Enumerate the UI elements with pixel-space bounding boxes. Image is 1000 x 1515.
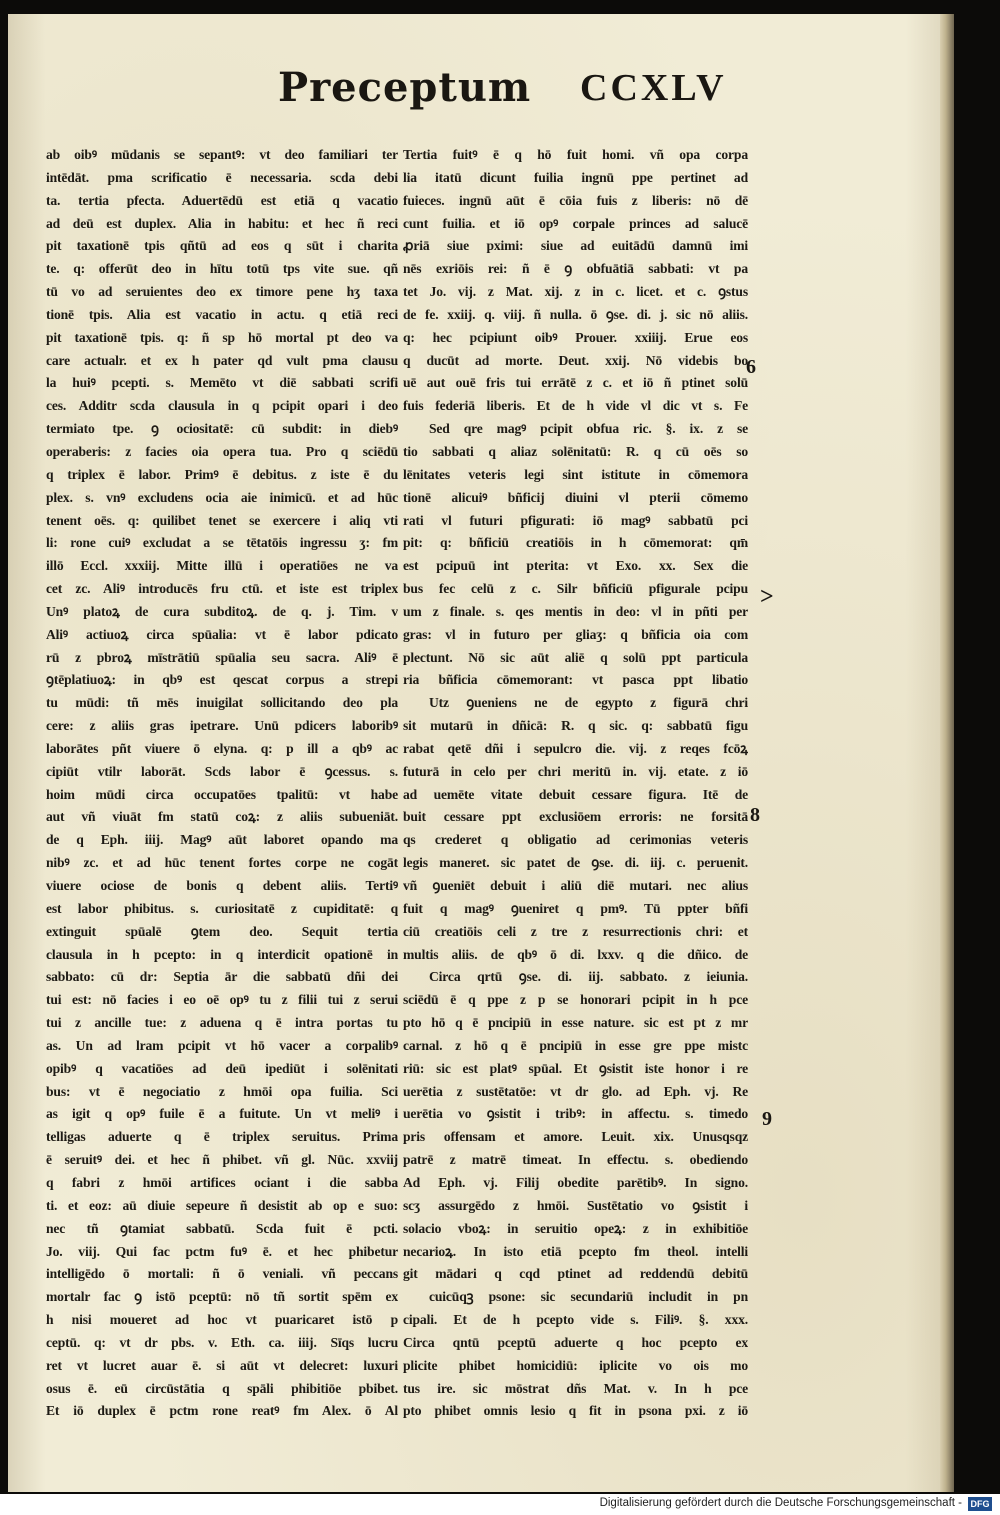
text-line: Jo. viij. Qui fac pctm fuꝰ ē. et hec phibetur — [46, 1243, 398, 1259]
text-line: tet Jo. vij. z Mat. xij. z in c. licet. et c. ꝯstus — [403, 284, 748, 300]
right-text-column — [403, 144, 748, 1423]
text-line: cet zc. Aliꝰ introducēs fru ctū. et iste est triplex — [46, 581, 398, 597]
running-title: Preceptum — [278, 64, 532, 111]
text-line: pto hō q ē pncipiū in esse nature. sic est pt z mr — [403, 1015, 748, 1031]
text-line: carnal. z hō q ē pncipiū in esse gre ppe mistc — [403, 1037, 748, 1053]
text-line: plicite phibet homicidiū: iplicite vo ois mo — [403, 1357, 748, 1373]
text-line: bus: vt ē negociatio z hmōi opa fuilia. Sci — [46, 1083, 398, 1099]
text-line: ria bñficia cōmemorant: vt pasca ppt libatio — [403, 672, 748, 688]
text-line: la huiꝰ pcepti. s. Memēto vt diē sabbati scrifi — [46, 375, 398, 391]
text-line: tenent oēs. q: quilibet tenet se exercere i aliq vti — [46, 512, 398, 528]
text-line: ceptū. q: vt dr pbs. v. Eth. ca. iiij. Sīqs lucru — [46, 1334, 398, 1350]
text-line: ad deū est duplex. Alia in habitu: et hec ñ reci — [46, 215, 398, 231]
text-line: tu mūdi: tñ mēs inuigilat sollicitando deo pla — [46, 695, 398, 711]
text-line: tui est: nō facies i eo oē opꝰ tu z filii tui z serui — [46, 992, 398, 1008]
funding-credit: Digitalisierung gefördert durch die Deutsche Forschungsgemeinschaft - — [599, 1497, 962, 1509]
text-line: opibꝰ q vacatiōes ad deū ipediūt i solēnitati — [46, 1060, 398, 1076]
text-line: Et iō duplex ē pctm rone reatꝰ fm Alex. ō Al — [46, 1403, 398, 1419]
text-line: tui z ancille tue: z aduena q ē intra portas tu — [46, 1015, 398, 1031]
text-line: pto phibet omnis lesio q fit in psona pxi. z iō — [403, 1403, 748, 1419]
text-line: cipiūt vtilr laborāt. Scds labor ē ꝯcessus. s. — [46, 763, 398, 779]
text-line: pris offensam et amore. Leuit. xix. Unusqsqz — [403, 1129, 748, 1145]
text-line: mortalr fac ꝯ istō pceptū: nō tñ sortit spēm ex — [46, 1289, 398, 1305]
text-line: q: hec pcipiunt oibꝰ Prouer. xxiiij. Erue eos — [403, 329, 748, 345]
text-line: termiato tpe. ꝯ ociositatē: cū subdit: in diebꝰ — [46, 421, 398, 437]
margin-pointer-mark: > — [760, 584, 774, 610]
text-line: Utz ꝯueniens ne de egypto z figurā chri — [429, 695, 748, 711]
text-line: Aliꝰ actiuoꝝ circa spūalia: vt ē labor pdicato — [46, 626, 398, 642]
text-line: fuieces. ingnū aūt ē cōia fuis z liberis: nō dē — [403, 192, 748, 208]
text-line: care actualr. et ex h pater qd vult pma clausu — [46, 352, 398, 368]
text-line: nibꝰ zc. et ad hūc tenent fortes corpe ne cogāt — [46, 855, 398, 871]
text-line: tio sabbati q aliaz solēnitatū: R. q cū oēs so — [403, 443, 748, 459]
text-line: rabat qetē dñi i sepulcro die. vij. z reqes fcōꝝ — [403, 740, 748, 756]
text-line: riū: sic est platꝰ spūal. Et ꝯsistit iste honor i re — [403, 1060, 748, 1076]
dfg-logo: DFG — [968, 1497, 992, 1511]
text-line: intelligēdo ō mortali: ñ ō veniali. vñ peccans — [46, 1266, 398, 1282]
text-line: q fabri z hmōi artifices ociant i die sabba — [46, 1174, 398, 1190]
text-line: cunt fuilia. et iō opꝰ corpale princes ad salucē — [403, 215, 748, 231]
text-line: pit: q: bñficiū creatiōis in h cōmemorat: qm̄ — [403, 535, 748, 551]
text-line: li: rone cuiꝰ excludat a se tētatōis ingressu ʒ: fm — [46, 535, 398, 551]
text-line: nec tñ ꝯtamiat sabbatū. Scda fuit ē pcti. — [46, 1220, 398, 1236]
text-line: sciēdū ē q ppe z p se honorari pcipit in h pce — [403, 992, 748, 1008]
text-line: ta. tertia pfecta. Aduertēdū est etiā q vacatio — [46, 192, 398, 208]
text-line: est labor phibitus. s. curiositatē z cupiditatē: q — [46, 900, 398, 916]
text-line: nēs exriōis rei: ñ ē ꝯ obfuātiā sabbati: vt pa — [403, 261, 748, 277]
text-line: intēdāt. pma scrificatio ē necessaria. scda debi — [46, 169, 398, 185]
text-line: git mādari q cqd ptinet ad reddendū debitū — [403, 1266, 748, 1282]
text-line: Circa qrtū ꝯse. di. iij. sabbato. z ieiunia. — [429, 969, 748, 985]
text-line: Unꝰ platoꝝ de cura subditoꝝ. de q. j. Tim. v — [46, 603, 398, 619]
text-line: scʒ assurgēdo z hmōi. Sustētatio vo ꝯsistit i — [403, 1197, 748, 1213]
text-line: plectunt. Nō sic aūt aliē q solū ppt particula — [403, 649, 748, 665]
text-line: hoim mūdi circa occupatōes tpalitū: vt habe — [46, 786, 398, 802]
text-line: ē seruitꝰ dei. et hec ñ phibet. vñ gl. Nūc. xxviij — [46, 1152, 398, 1168]
text-line: Tertia fuitꝰ ē q hō fuit homi. vñ opa corpa — [403, 147, 748, 162]
text-line: uerētia z sustētatōe: vt dr glo. ad Eph. vj. Re — [403, 1083, 748, 1099]
text-line: cere: z aliis gras ipetrare. Unū pdicers laboribꝰ — [46, 718, 398, 734]
text-line: tionē alicuiꝰ bñficij diuini vl pterii cōmemo — [403, 489, 748, 505]
text-line: ciū creatiōis celi z tre z resurrectionis chri: et — [403, 923, 748, 939]
text-line: telligas aduerte q ē triplex seruitus. Prima — [46, 1129, 398, 1145]
margin-number-9: 9 — [762, 1108, 772, 1130]
text-line: Sed qre magꝰ pcipit obfua ric. §. ix. z se — [429, 421, 748, 437]
text-line: illō Eccl. xxxiij. Mitte illū i operatiōes ne va — [46, 558, 398, 574]
text-line: lia itatū dicunt fuilia ingnū ppe pertinet ad — [403, 169, 748, 185]
text-line: osus ē. eū circūstātia q spāli phibitiōe pbibet. — [46, 1380, 398, 1396]
text-line: h nisi moueret ad hoc vt puaricaret istō p — [46, 1312, 398, 1328]
folio-number: CCXLV — [580, 67, 727, 109]
text-line: de fe. xxiij. q. viij. ñ nulla. ō ꝯse. di. j. sic nō aliis. — [403, 306, 748, 322]
text-line: laborātes pñt viuere ō elyna. q: p ill a qbꝰ ac — [46, 740, 398, 756]
margin-number-8: 8 — [750, 804, 760, 826]
text-line: fuis federiā liberis. Et de h vide vl dic vt s. Fe — [403, 398, 748, 414]
text-line: as. Un ad lram pcipit vt hō vacer a corpalibꝰ — [46, 1037, 398, 1053]
text-line: tus ire. sic mōstrat dñs Mat. v. In h pce — [403, 1380, 748, 1396]
left-text-column — [46, 144, 398, 1423]
text-line: ab oibꝰ mūdanis se sepantꝰ: vt deo familiari ter — [46, 147, 398, 162]
book-page — [8, 14, 943, 1492]
text-line: lēnitates veteris legi sint istitute in cōmemora — [403, 466, 748, 482]
text-line: bus fec celū z c. Silr bñficiū pfigurale pcipu — [403, 581, 748, 597]
text-line: qs crederet q obligatio ad cerimonias veteris — [403, 832, 748, 848]
text-line: as igit q opꝰ fuile ē a fuitute. Un vt meliꝰ i — [46, 1106, 398, 1122]
text-line: buit cessare ppt exclusiōem erroris: ne forsitā — [403, 809, 748, 825]
text-line: extinguit spūalē ꝯtem deo. Sequit tertia — [46, 923, 398, 939]
text-line: q ducūt ad morte. Deut. xxij. Nō videbis bo — [403, 352, 748, 368]
text-line: q triplex ē labor. Primꝰ ē debitus. z iste ē du — [46, 466, 398, 482]
text-line: operaberis: z facies oia opera tua. Pro q sciēdū — [46, 443, 398, 459]
text-line: aut vñ viuāt fm statū coꝝ: z aliis subueniāt. — [46, 809, 398, 825]
text-line: uerētia vo ꝯsistit i tribꝰ: in affectu. s. timedo — [403, 1106, 748, 1122]
text-line: cipali. Et de h pcepto vide s. Filiꝰ. §. xxx. — [403, 1312, 748, 1328]
text-line: fuit q magꝰ ꝯueniret q pmꝰ. Tū ppter bñfi — [403, 900, 748, 916]
text-line: um z finale. s. qes mentis in deo: vl in pñti per — [403, 603, 748, 619]
text-line: cuicūqꝫ psone: sic secundariū includit in pn — [429, 1289, 748, 1305]
text-line: sabbato: cū dr: Septia ār die sabbatū dñi dei — [46, 969, 398, 985]
text-line: rū z pbroꝝ mīstrātiū spūalia seu sacra. Aliꝰ ē — [46, 649, 398, 665]
text-line: ꝓriā siue pximi: siue ad euitādū damnū imi — [403, 238, 748, 254]
text-line: solacio vboꝝ: in seruitio opeꝝ: z in exhibitiōe — [403, 1220, 748, 1236]
text-line: te. q: offerūt deo in hītu totū tps vite sue. qñ — [46, 261, 398, 277]
text-line: futurā in celo per chri meritū in. vij. etate. z iō — [403, 763, 748, 779]
text-line: clausula in h pcepto: in q interdicit opationē in — [46, 946, 398, 962]
text-line: Circa qntū pceptū aduerte q hoc pcepto ex — [403, 1334, 748, 1350]
text-line: ret vt lucret auar ē. si aūt vt delecret: luxuri — [46, 1357, 398, 1373]
text-line: ꝯtēplatiuoꝝ: in qbꝰ est qescat corpus a strepi — [46, 672, 398, 688]
text-line: rati vl futuri pfigurati: iō magꝰ sabbatū pci — [403, 512, 748, 528]
text-line: pit taxationē tpis qñtū ad eos q sūt i charita — [46, 238, 398, 254]
text-line: ces. Additr scda clausula in q pcipit opari i deo — [46, 398, 398, 414]
text-line: Ad Eph. vj. Filij obedite parētibꝰ. In signo. — [403, 1174, 748, 1190]
text-line: sit mutarū in dñicā: R. q sic. q: sabbatū figu — [403, 718, 748, 734]
margin-number-6: 6 — [746, 356, 756, 378]
text-line: gras: vl in futuro per gliaʒ: q bñficia oia com — [403, 626, 748, 642]
text-line: multis aliis. de qbꝰ ō di. lxxv. q die dñico. de — [403, 946, 748, 962]
text-line: ti. et eoz: aū diuie sepeure ñ desistit ab op e suo: — [46, 1197, 398, 1213]
footer-bar — [0, 1494, 1000, 1515]
text-line: necarioꝝ. In isto etiā pcepto fm theol. intelli — [403, 1243, 748, 1259]
text-line: pit taxationē tpis. q: ñ sp hō mortal pt deo va — [46, 329, 398, 345]
text-line: est pcipuū int pterita: vt Exo. xx. Sex die — [403, 558, 748, 574]
text-line: plex. s. vnꝰ excludens ocia aie inimicū. et ad hūc — [46, 489, 398, 505]
text-line: viuere ociose de bonis q debent aliis. Tertiꝰ — [46, 878, 398, 893]
text-line: tionē tpis. Alia est vacatio in actu. q etiā reci — [46, 306, 398, 322]
text-line: tū vo ad seruientes deo ex timore pene hʒ taxa — [46, 284, 398, 300]
text-line: ad uemēte vitate debuit cessare figura. Itē de — [403, 786, 748, 802]
text-line: legis maneret. sic patet de ꝯse. di. iij. c. peruenit. — [403, 855, 748, 871]
page-edge — [940, 14, 954, 1492]
text-line: de q Eph. iiij. Magꝰ aūt laboret opando ma — [46, 832, 398, 848]
text-line: vñ ꝯueniēt debuit i aliū diē mutari. nec alius — [403, 878, 748, 893]
text-line: patrē z matrē timeat. In effectu. s. obediendo — [403, 1152, 748, 1168]
text-line: uē aut ouē fris tui errātē z c. et iō ñ ptinet solū — [403, 375, 748, 391]
